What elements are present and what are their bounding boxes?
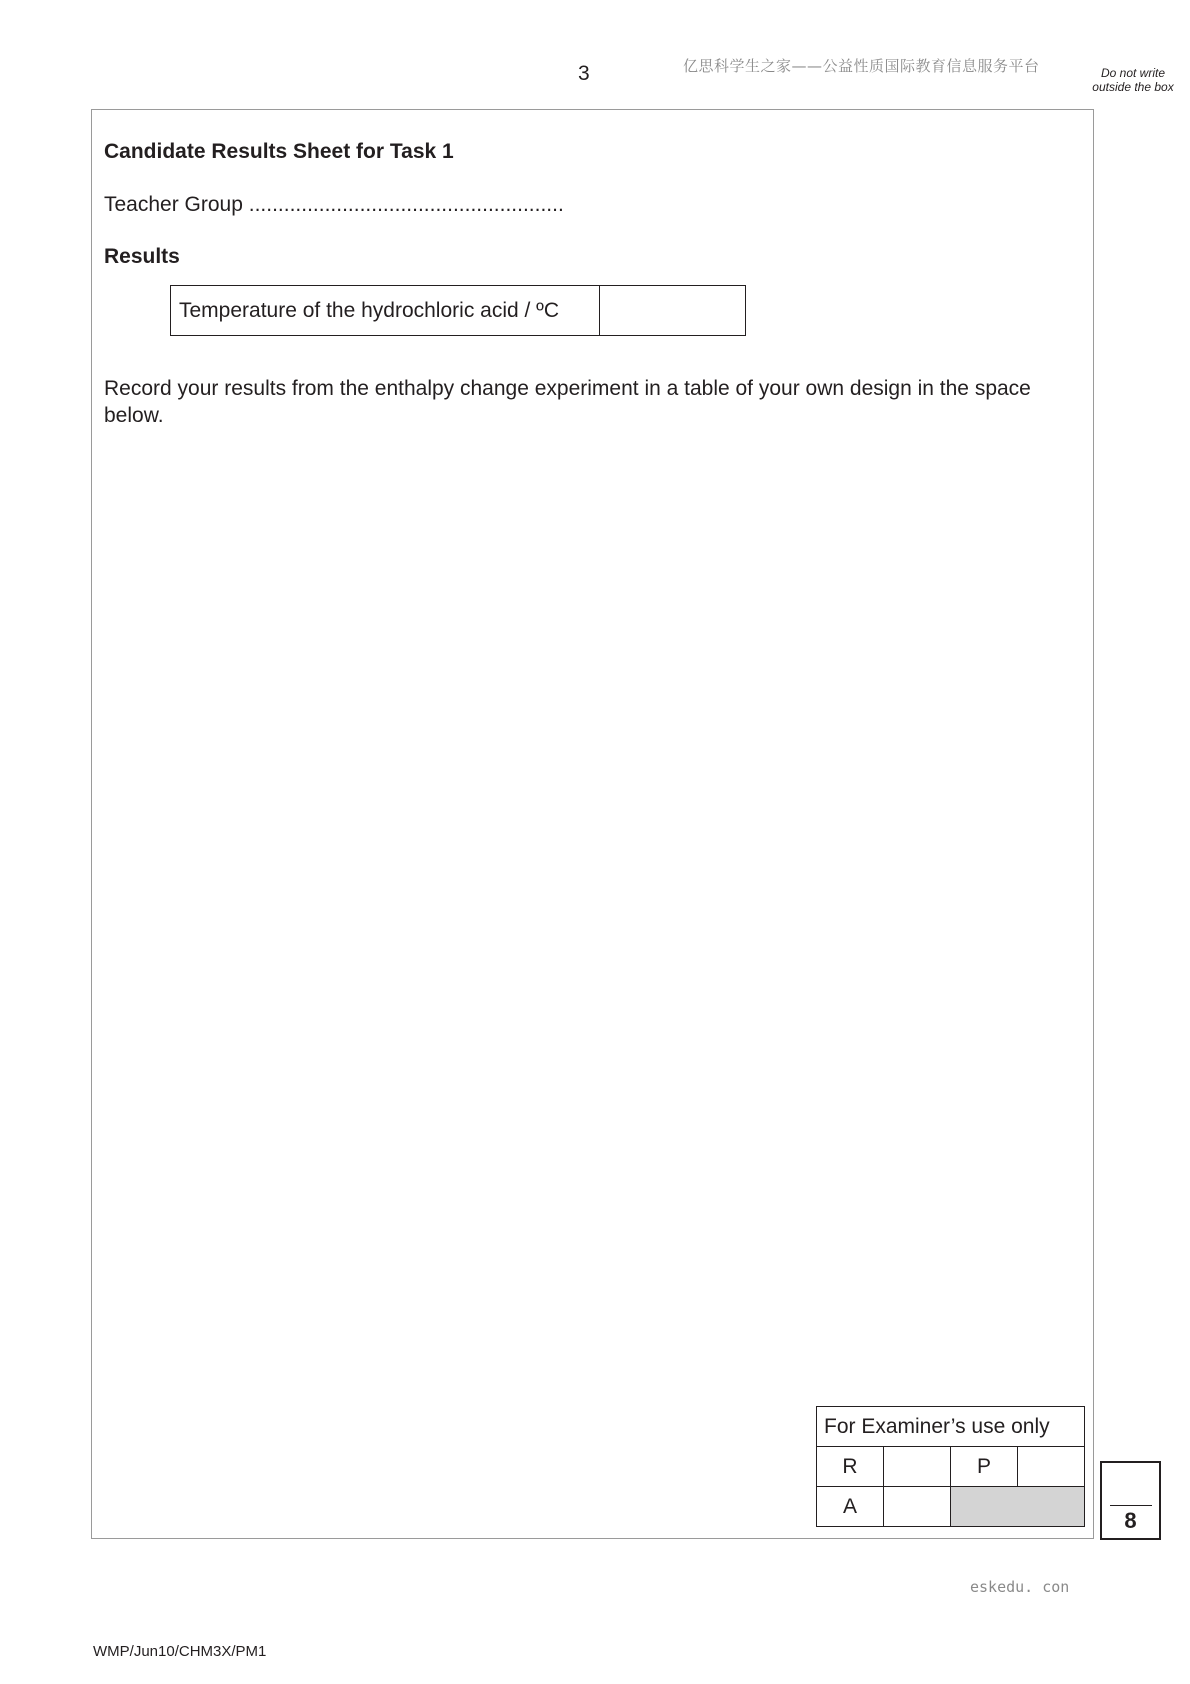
mark-total: 8 [1124, 1508, 1137, 1533]
temperature-label: Temperature of the hydrochloric acid / ºC [171, 286, 600, 336]
footer-code: WMP/Jun10/CHM3X/PM1 [93, 1643, 267, 1660]
table-row [817, 1487, 1085, 1527]
watermark-footer: eskedu. con [970, 1578, 1070, 1596]
r-mark-cell[interactable] [884, 1447, 951, 1487]
table-row [171, 286, 746, 336]
teacher-group-field[interactable]: Teacher Group ...................................................... [104, 193, 564, 216]
watermark-header: 亿思科学生之家——公益性质国际教育信息服务平台 [683, 57, 1040, 75]
temperature-table [170, 285, 746, 336]
a-label: A [817, 1487, 884, 1527]
examiner-table-title: For Examiner’s use only [817, 1407, 1085, 1447]
shaded-cell [951, 1487, 1085, 1527]
p-label: P [951, 1447, 1018, 1487]
table-row [817, 1407, 1085, 1447]
results-heading: Results [104, 245, 180, 268]
page-number: 3 [578, 62, 590, 85]
page-title: Candidate Results Sheet for Task 1 [104, 140, 454, 163]
r-label: R [817, 1447, 884, 1487]
a-mark-cell[interactable] [884, 1487, 951, 1527]
p-mark-cell[interactable] [1018, 1447, 1085, 1487]
table-row [817, 1447, 1085, 1487]
mark-divider [1110, 1505, 1152, 1506]
instruction-text: Record your results from the enthalpy change experiment in a table of your own design in the space below. [104, 377, 1031, 427]
temperature-value-cell[interactable] [600, 286, 746, 336]
margin-note: Do not write outside the box [1092, 66, 1174, 94]
examiner-table [816, 1406, 1085, 1527]
